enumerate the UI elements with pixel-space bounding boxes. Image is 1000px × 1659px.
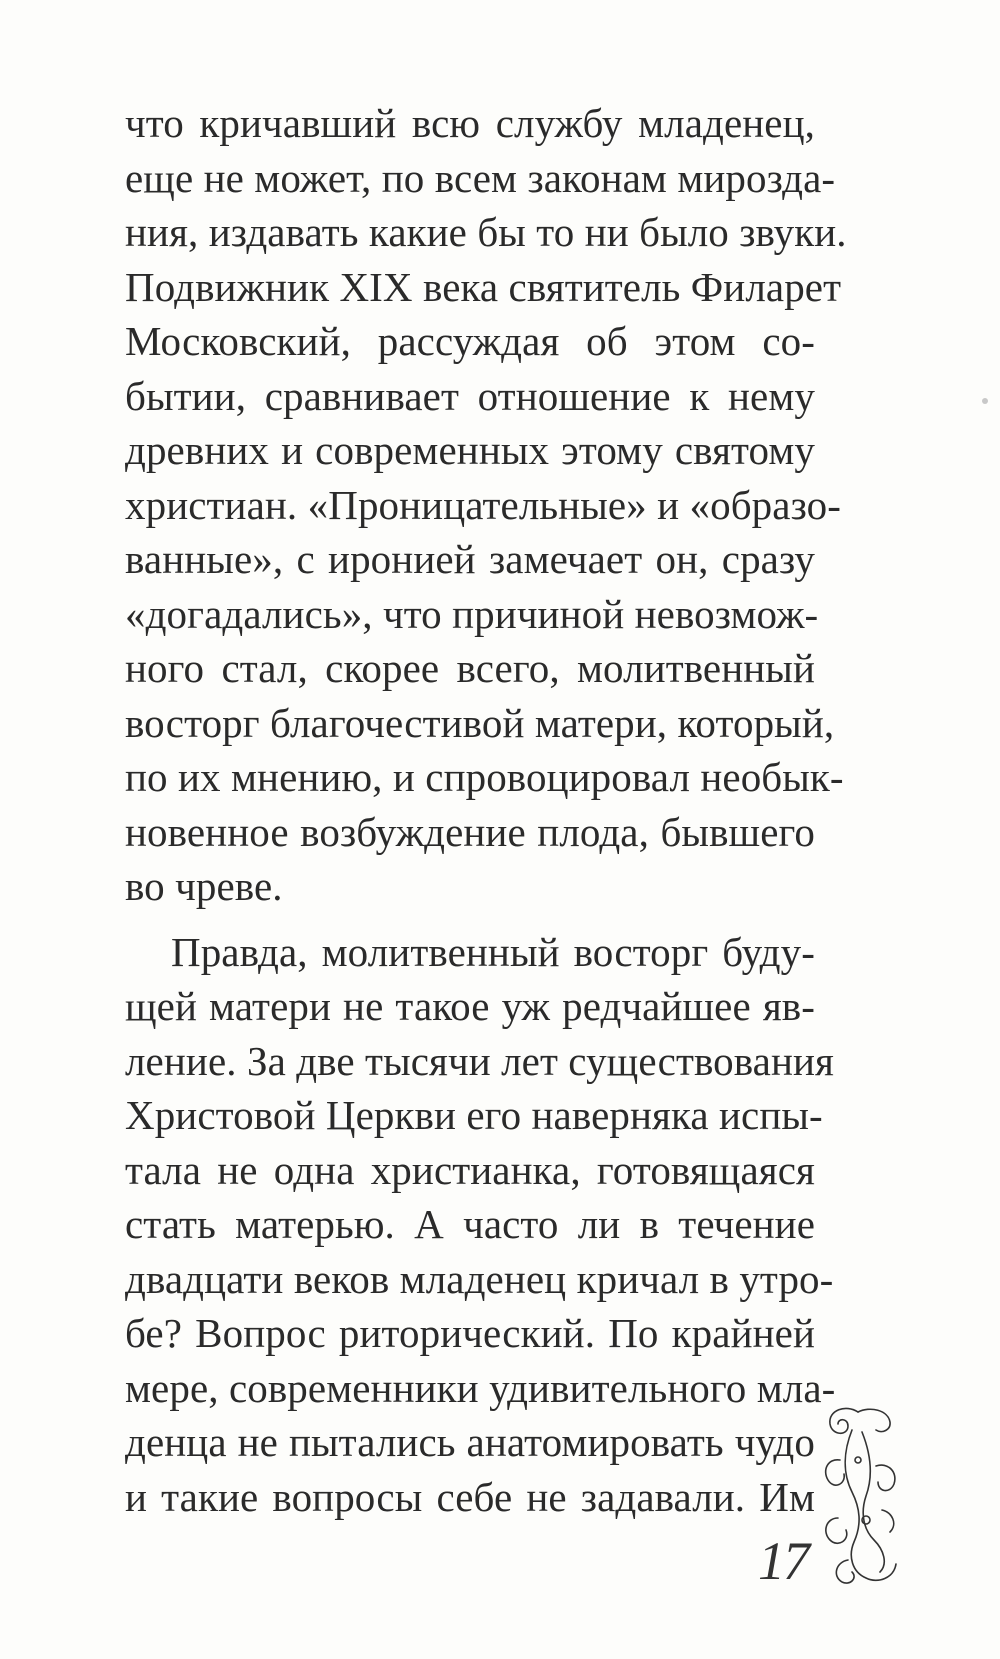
text-line: щей матери не такое уж редчайшее яв- [125,983,815,1029]
text-line: стать матерью. А часто ли в течение [125,1201,815,1247]
text-line: древних и современных этому святому [125,427,815,473]
text-line: и такие вопросы себе не задавали. Им [125,1473,815,1520]
text-line: ванные», с иронией замечает он, сразу [125,536,815,582]
body-text [125,96,847,1524]
text-line: по их мнению, и спровоцировал необык- [125,754,844,800]
text-line: новенное возбуждение плода, бывшего [125,808,815,855]
page-edge-speck [982,398,988,404]
text-line: Московский, рассуждая об этом со- [125,318,815,364]
text-line: денца не пытались анатомировать чудо [125,1419,815,1465]
text-line: что кричавший всю службу младенец, [125,100,815,146]
text-line: христиан. «Проницательные» и «образо- [125,481,841,528]
text-line: двадцати веков младенец кричал в утро- [125,1255,834,1302]
text-line: «догадались», что причиной невозмож- [125,590,819,637]
text-line: Христовой Церкви его наверняка испы- [125,1092,823,1138]
text-line: ного стал, скорее всего, молитвенный [125,645,815,691]
text-line: мере, современники удивительного мла- [125,1364,836,1411]
text-line: тала не одна христианка, готовящаяся [125,1146,815,1193]
text-line: еще не может, по всем законам мирозда- [125,154,836,201]
decorative-floral-ornament-icon [818,1400,902,1590]
paragraph-gap [125,914,815,925]
page-number: 17 [758,1531,808,1591]
text-line: ление. За две тысячи лет существования [125,1037,835,1084]
text-line: восторг благочестивой матери, который, [125,699,835,746]
text-line: ния, издавать какие бы то ни было звуки. [125,209,847,255]
text-line: бытии, сравнивает отношение к нему [125,372,815,419]
text-line: во чреве. [125,863,283,909]
text-line: Подвижник XIX века святитель Филарет [125,263,842,310]
text-line: бе? Вопрос риторический. По крайней [125,1310,815,1356]
text-line: Правда, молитвенный восторг буду- [171,928,815,975]
